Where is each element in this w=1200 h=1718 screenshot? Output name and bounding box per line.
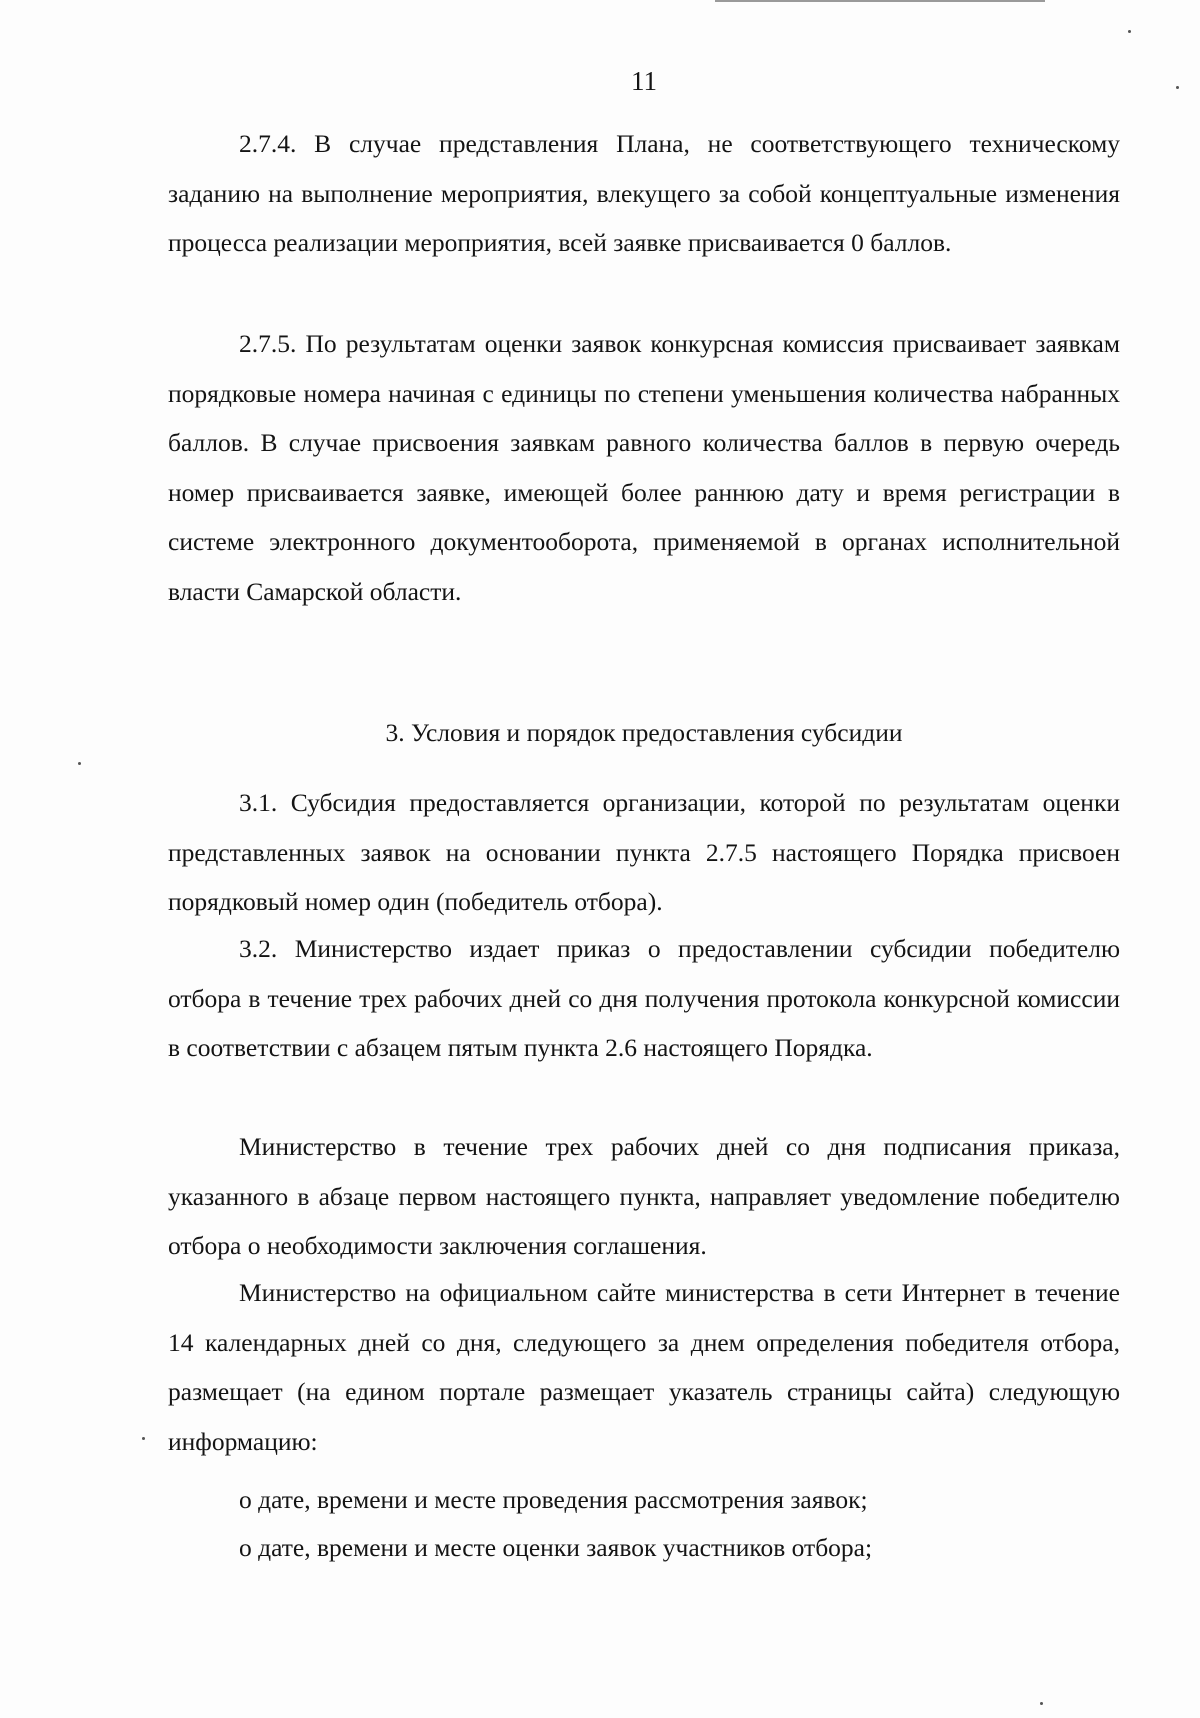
- paragraph-2-7-5: 2.7.5. По результатам оценки заявок конкурсная комиссия присваивает заявкам порядковые номера начиная с единицы по степени уменьшения количества набранных баллов. В случае присвоения заявкам равного количества баллов в первую очередь номер присваивается заявке, имеющей более раннюю дату и время регистрации в системе электронного документооборота, применяемой в органах исполнительной власти Самарской области.: [168, 329, 1120, 606]
- list-item: о дате, времени и месте оценки заявок участников отбора;: [239, 1533, 873, 1562]
- list-item: о дате, времени и месте проведения рассмотрения заявок;: [239, 1485, 868, 1514]
- scan-speck: [78, 762, 81, 765]
- paragraph-3-1: 3.1. Субсидия предоставляется организации, которой по результатам оценки представленных заявок на основании пункта 2.7.5 настоящего Порядка присвоен порядковый номер один (победитель отбора).: [168, 788, 1120, 916]
- scan-speck: [1128, 30, 1131, 33]
- page-number: 11: [631, 66, 657, 96]
- paragraph-2-7-4: 2.7.4. В случае представления Плана, не соответствующего техническому заданию на выполнение мероприятия, влекущего за собой концептуальные изменения процесса реализации мероприятия, всей заявке присваивается 0 баллов.: [168, 129, 1120, 257]
- scan-speck: [1040, 1702, 1043, 1705]
- paragraph-publication: Министерство на официальном сайте министерства в сети Интернет в течение 14 календарных дней со дня, следующего за днем определения победителя отбора, размещает (на едином портале размещает указатель страницы сайта) следующую информацию:: [168, 1278, 1120, 1456]
- scan-edge-line: [715, 0, 1045, 2]
- scan-speck: [1176, 86, 1179, 89]
- scan-speck: [142, 1437, 145, 1440]
- paragraph-notification: Министерство в течение трех рабочих дней со дня подписания приказа, указанного в абзаце первом настоящего пункта, направляет уведомление победителю отбора о необходимости заключения соглашения.: [168, 1132, 1120, 1260]
- paragraph-3-2: 3.2. Министерство издает приказ о предоставлении субсидии победителю отбора в течение трех рабочих дней со дня получения протокола конкурсной комиссии в соответствии с абзацем пятым пункта 2.6 настоящего Порядка.: [168, 934, 1120, 1062]
- section-heading: 3. Условия и порядок предоставления субсидии: [385, 718, 903, 747]
